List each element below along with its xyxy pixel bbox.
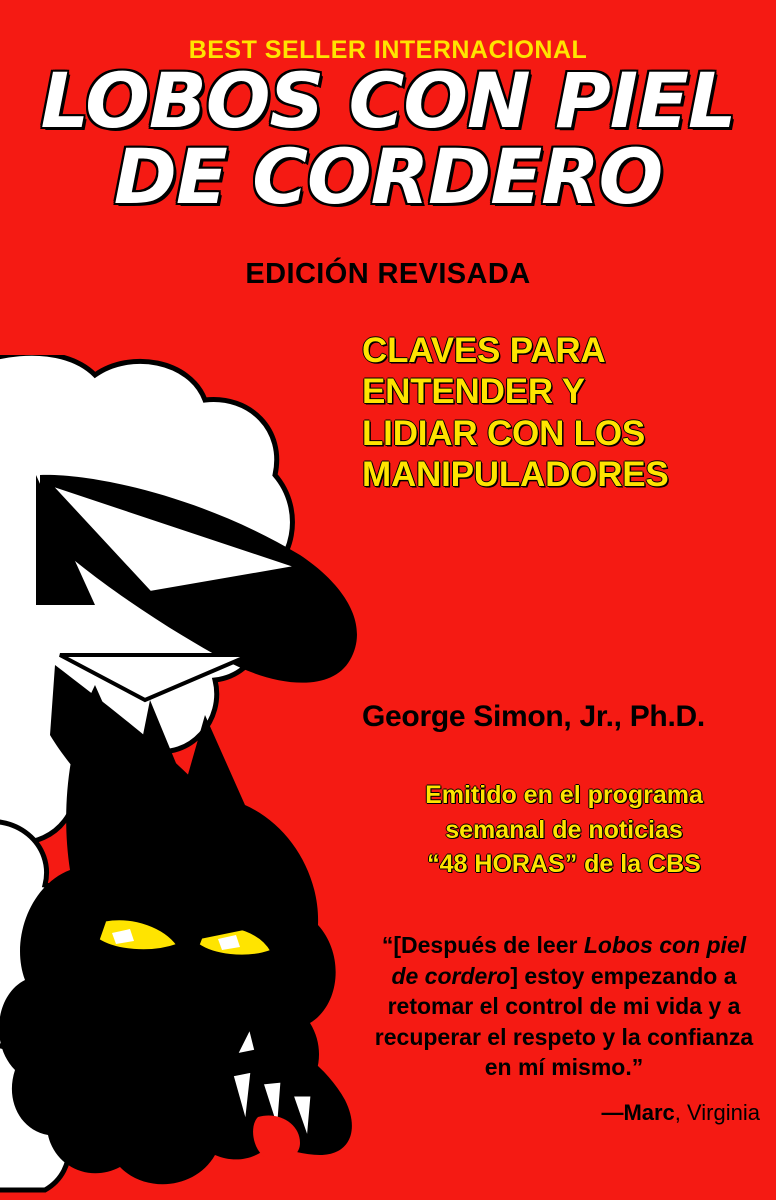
sheep-and-wolf-illustration <box>0 355 400 1200</box>
broadcast-line-2: semanal de noticias <box>445 815 683 844</box>
review-blurb <box>368 930 760 1083</box>
attribution-name: —Marc <box>601 1100 675 1125</box>
author-name: George Simon, Jr., Ph.D. <box>362 700 705 733</box>
blurb-attribution <box>368 1100 760 1126</box>
bestseller-banner: BEST SELLER INTERNACIONAL <box>188 36 588 64</box>
title-line-2: DE CORDERO <box>113 131 663 221</box>
cover-title <box>0 56 776 221</box>
tagline-line-2: ENTENDER Y <box>362 372 585 412</box>
blurb-part-2: ] estoy empezando a retomar el control de mi vida y a recuperar el respeto y la confianza en mí mismo.” <box>374 962 754 1081</box>
attribution-place: , Virginia <box>674 1100 760 1125</box>
tagline-line-3: LIDIAR CON LOS <box>362 413 646 453</box>
broadcast-line-3: “48 HORAS” de la CBS <box>427 850 701 878</box>
tagline-line-4: MANIPULADORES <box>362 454 669 494</box>
blurb-italic-title: Lobos con piel de cordero <box>391 932 747 989</box>
cover-tagline <box>362 330 762 495</box>
broadcast-note <box>362 778 766 882</box>
tagline-line-1: CLAVES PARA <box>362 331 606 370</box>
blurb-part-1: “[Después de leer <box>381 932 584 958</box>
title-line-1: LOBOS CON PIEL <box>40 56 736 145</box>
broadcast-line-1: Emitido en el programa <box>425 781 703 809</box>
edition-label: EDICIÓN REVISADA <box>245 258 531 290</box>
